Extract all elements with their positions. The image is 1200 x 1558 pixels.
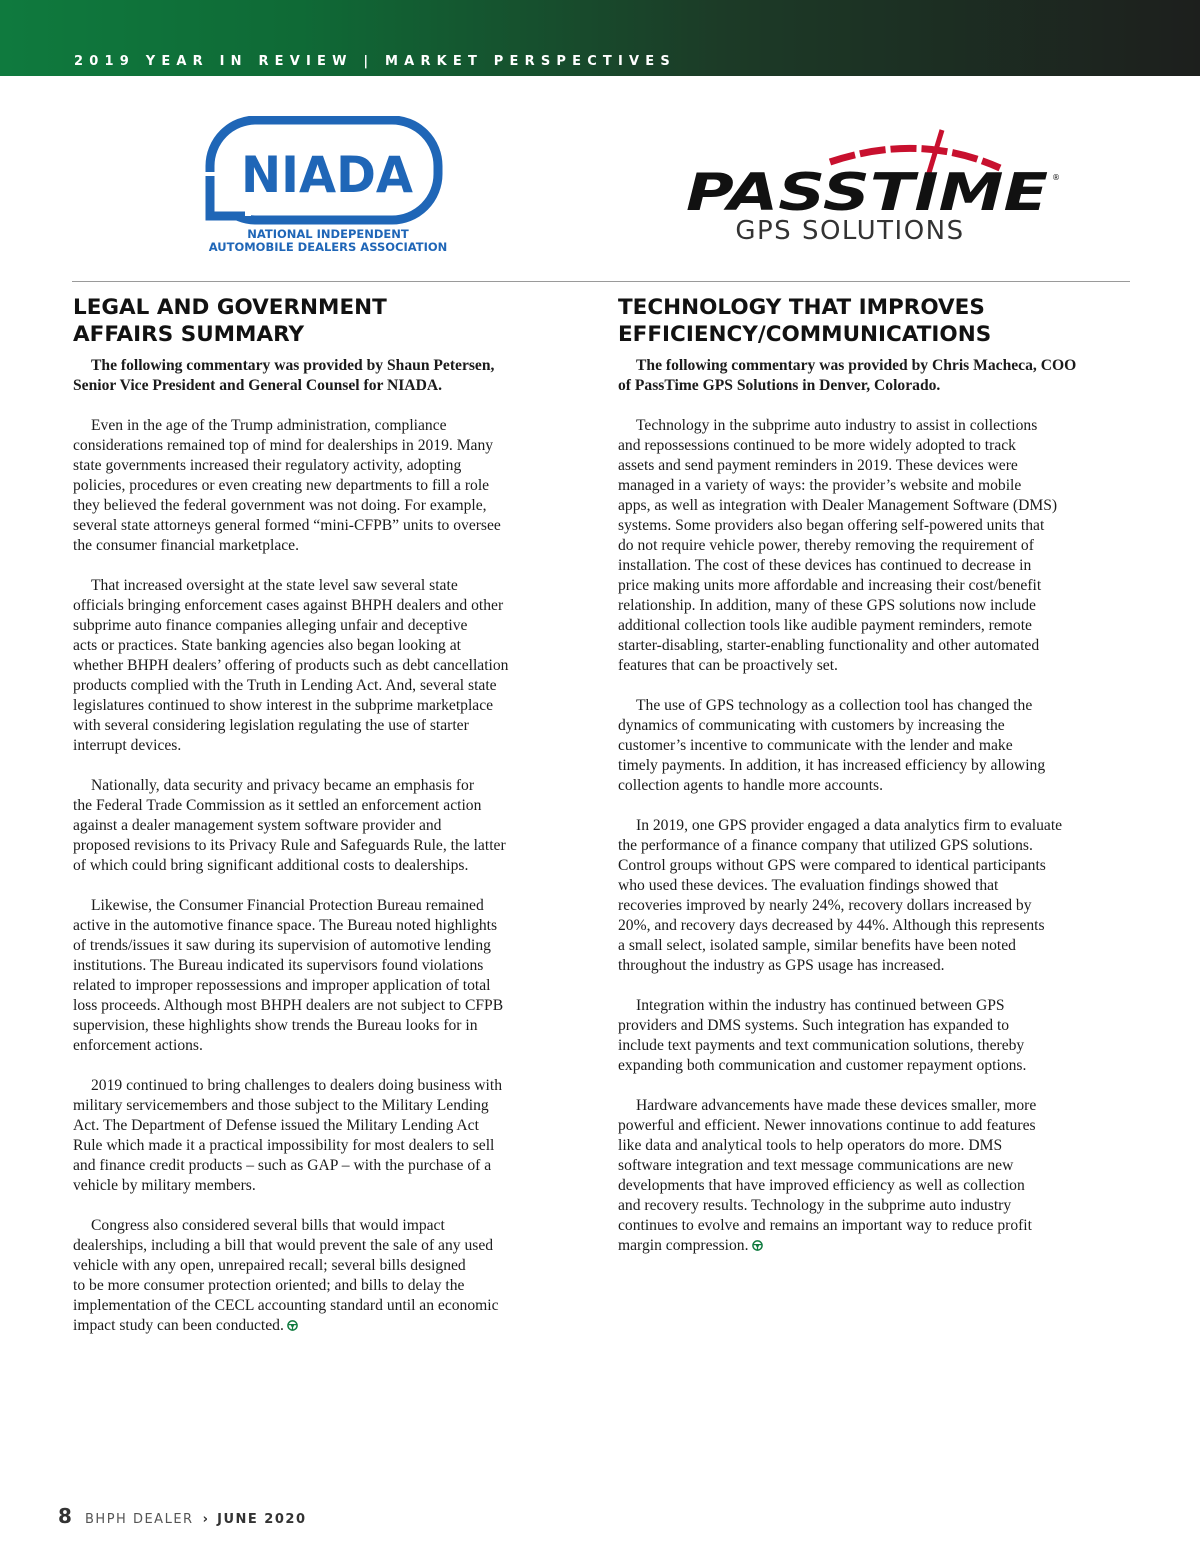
paragraph: Hardware advancements have made these devices smaller, more powerful and efficient. Newer innovations continue to add features like data and analytical tools to help operators do more. DMS software integration and text message communications are new developments that have improved efficiency as well as collection and recovery results. Technology in the subprime auto industry continues to evolve and remains an important way to reduce profit margin compression. bbox=[618, 1097, 1037, 1254]
left-article-intro: The following commentary was provided by Shaun Petersen, Senior Vice President and General Counsel for NIADA. bbox=[73, 357, 495, 394]
paragraph: Even in the age of the Trump administration, compliance considerations remained top of mind for dealerships in 2019. Many state governments increased their regulatory activity, adopting policies, procedures or even creating new departments to fill a role they believed the federal government was not doing. For example, several state attorneys general formed “mini-CFPB” units to oversee the consumer financial marketplace. bbox=[73, 417, 501, 554]
paragraph: Likewise, the Consumer Financial Protection Bureau remained active in the automotive finance space. The Bureau noted highlights of trends/issues it saw during its supervision of automotive lending institutions. The Bureau indicated its supervisors found violations related to improper repossessions and improper application of total loss proceeds. Although most BHPH dealers are not subject to CFPB supervision, these highlights show trends the Bureau looks for in enforcement actions. bbox=[73, 897, 504, 1054]
divider bbox=[72, 281, 1130, 282]
niada-badge-icon bbox=[205, 116, 451, 228]
passtime-subtitle: GPS SOLUTIONS bbox=[735, 216, 965, 246]
svg-text:®: ® bbox=[1052, 173, 1060, 182]
right-article-title bbox=[618, 294, 1130, 348]
paragraph: Technology in the subprime auto industry to assist in collections and repossessions continued to be more widely adopted to track assets and send payment reminders in 2019. These devices were managed in a variety of ways: the provider’s website and mobile apps, as well as integration with Dealer Management Software (DMS) systems. Some providers also began offering self-powered units that do not require vehicle power, thereby removing the requirement of installation. The cost of these devices has continued to decrease in price making units more affordable and increasing their cost/benefit relationship. In addition, many of these GPS solutions now include additional collection tools like audible payment reminders, remote starter-disabling, starter-enabling functionality and other automated features that can be proactively set. bbox=[618, 417, 1058, 674]
page-footer bbox=[58, 1504, 307, 1528]
magazine-name: BHPH DEALER bbox=[85, 1512, 194, 1527]
right-article-intro: The following commentary was provided by Chris Macheca, COO of PassTime GPS Solutions in Denver, Colorado. bbox=[618, 357, 1077, 394]
issue-date: JUNE 2020 bbox=[217, 1512, 307, 1527]
steering-wheel-icon bbox=[752, 1240, 763, 1251]
paragraph: The use of GPS technology as a collection tool has changed the dynamics of communicating with customers by increasing the customer’s incentive to communicate with the lender and make timely payments. In addition, it has increased efficiency by allowing collection agents to handle more accounts. bbox=[618, 697, 1046, 794]
paragraph: That increased oversight at the state level saw several state officials bringing enforcement cases against BHPH dealers and other subprime auto finance companies alleging unfair and deceptive acts or practices. State banking agencies also began looking at whether BHPH dealers’ offering of products such as debt cancellation products complied with the Truth in Lending Act. And, several state legislatures continued to show interest in the subprime marketplace with several considering legislation regulating the use of starter interrupt devices. bbox=[73, 577, 509, 754]
header-banner bbox=[0, 0, 1200, 76]
right-article bbox=[618, 294, 1130, 1276]
passtime-logo bbox=[680, 124, 1070, 254]
left-article bbox=[73, 294, 585, 1356]
left-article-title bbox=[73, 294, 585, 348]
steering-wheel-icon bbox=[287, 1320, 298, 1331]
title-line: EFFICIENCY/COMMUNICATIONS bbox=[618, 322, 992, 347]
paragraph: Congress also considered several bills that would impact dealerships, including a bill that would prevent the sale of any used vehicle with any open, unrepaired recall; several bills designed to be more consumer protection oriented; and bills to delay the implementation of the CECL accounting standard until an economic impact study can been conducted. bbox=[73, 1217, 499, 1334]
paragraph: Integration within the industry has continued between GPS providers and DMS systems. Such integration has expanded to include text payments and text communication solutions, thereby expanding both communication and customer repayment options. bbox=[618, 997, 1027, 1074]
passtime-speedometer-icon bbox=[680, 124, 1070, 216]
chevron-right-icon: › bbox=[202, 1512, 209, 1527]
title-line: AFFAIRS SUMMARY bbox=[73, 322, 305, 347]
banner-title: 2019 YEAR IN REVIEW | MARKET PERSPECTIVES bbox=[74, 54, 676, 69]
niada-wordmark: NIADA bbox=[241, 146, 414, 204]
paragraph: Nationally, data security and privacy became an emphasis for the Federal Trade Commission as it settled an enforcement action against a dealer management system software provider and proposed revisions to its Privacy Rule and Safeguards Rule, the latter of which could bring significant additional costs to dealerships. bbox=[73, 777, 506, 874]
page-number: 8 bbox=[58, 1504, 72, 1528]
passtime-wordmark: PASSTIME bbox=[686, 163, 1048, 216]
paragraph: In 2019, one GPS provider engaged a data analytics firm to evaluate the performance of a finance company that utilized GPS solutions. Control groups without GPS were compared to identical participants who used these devices. The evaluation findings showed that recoveries improved by nearly 24%, recovery dollars increased by 20%, and recovery days decreased by 44%. Although this represents a small select, isolated sample, similar benefits have been noted throughout the industry as GPS usage has increased. bbox=[618, 817, 1063, 974]
title-line: TECHNOLOGY THAT IMPROVES bbox=[618, 295, 985, 320]
niada-caption-line1: NATIONAL INDEPENDENT bbox=[247, 227, 409, 241]
niada-caption-line2: AUTOMOBILE DEALERS ASSOCIATION bbox=[208, 240, 448, 254]
niada-logo bbox=[205, 116, 451, 256]
paragraph: 2019 continued to bring challenges to dealers doing business with military servicemembers and those subject to the Military Lending Act. The Department of Defense issued the Military Lending Act Rule which made it a practical impossibility for most dealers to sell and finance credit products – such as GAP – with the purchase of a vehicle by military members. bbox=[73, 1077, 502, 1194]
title-line: LEGAL AND GOVERNMENT bbox=[73, 295, 387, 320]
